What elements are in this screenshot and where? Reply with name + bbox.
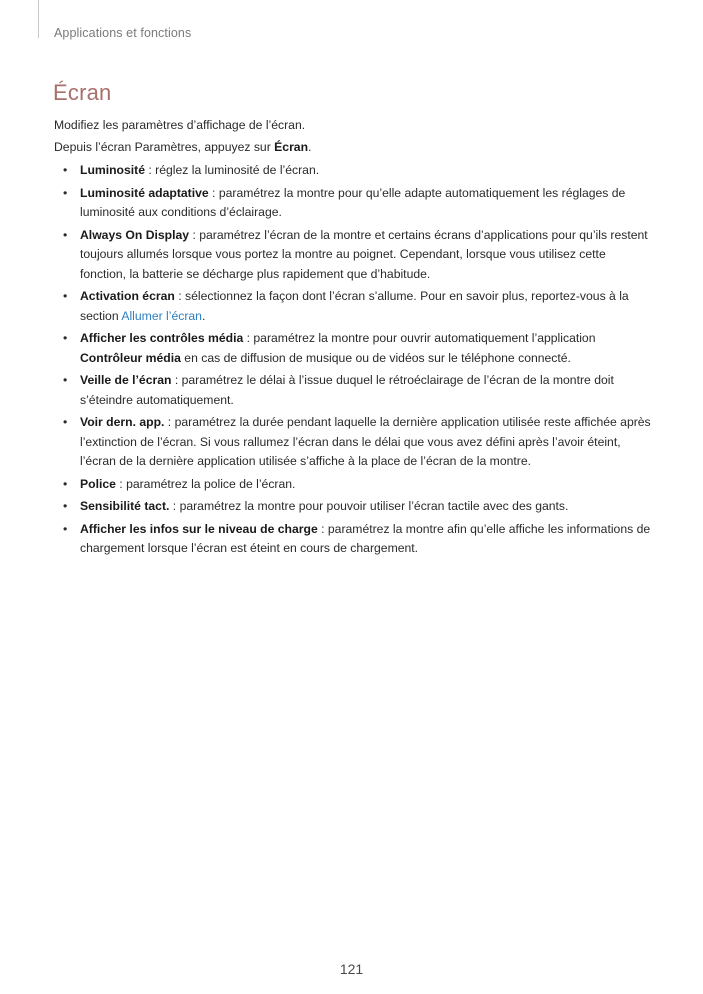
item-text-after: en cas de diffusion de musique ou de vidéos sur le téléphone connecté. bbox=[180, 350, 571, 365]
list-item-voir-dern-app bbox=[54, 413, 654, 472]
item-text: : paramétrez la montre pour ouvrir automatiquement l’application bbox=[243, 331, 596, 345]
page-number: 121 bbox=[339, 961, 364, 977]
bullet-icon: • bbox=[63, 163, 68, 177]
intro-line-2-suffix: . bbox=[308, 139, 312, 154]
bullet-icon: • bbox=[63, 499, 68, 513]
bullet-icon: • bbox=[63, 521, 68, 536]
list-item-luminosite-adaptative bbox=[54, 184, 654, 223]
item-text-after: . bbox=[201, 308, 206, 323]
list-item-controles-media bbox=[54, 329, 654, 368]
item-text: : paramétrez la montre pour qu’elle adapte automatiquement les réglages de luminosité aux conditions d’éclairage. bbox=[80, 185, 626, 219]
list-item-activation-ecran bbox=[54, 287, 654, 326]
bullet-icon: • bbox=[63, 373, 68, 387]
item-text: : paramétrez la durée pendant laquelle la dernière application utilisée reste affichée après l’extinction de l’écran. Si vous rallumez l’écran dans le délai que vous avez défini après l’avoir éteint, l’écran de la dernière application utilisée s’affiche à la place de l’écran de la montre. bbox=[80, 415, 651, 468]
item-term: Sensibilité tact. bbox=[80, 499, 170, 513]
bullet-icon: • bbox=[63, 331, 68, 345]
allumer-ecran-link[interactable]: Allumer l’écran bbox=[121, 308, 202, 323]
item-term-secondary: Contrôleur média bbox=[80, 350, 181, 365]
margin-rule bbox=[38, 0, 39, 38]
item-text: : paramétrez la montre afin qu’elle affiche les informations de chargement lorsque l’écran est éteint en cours de chargement. bbox=[80, 521, 651, 555]
page-content bbox=[54, 116, 654, 562]
list-item-police bbox=[54, 475, 654, 495]
item-term: Voir dern. app. bbox=[80, 415, 165, 429]
item-term: Afficher les infos sur le niveau de charge bbox=[80, 521, 318, 536]
settings-list bbox=[54, 161, 654, 559]
bullet-icon: • bbox=[63, 415, 68, 429]
intro-line-2-prefix: Depuis l’écran Paramètres, appuyez sur bbox=[54, 139, 275, 154]
item-term: Police bbox=[80, 476, 116, 491]
item-term: Activation écran bbox=[80, 289, 175, 303]
item-term: Afficher les contrôles média bbox=[80, 331, 244, 345]
item-text: : paramétrez le délai à l’issue duquel le rétroéclairage de l’écran de la montre doit s’éteindre automatiquement. bbox=[80, 373, 614, 407]
running-header: Applications et fonctions bbox=[54, 26, 192, 40]
item-text: : paramétrez l’écran de la montre et certains écrans d’applications pour qu’ils restent toujours allumés lorsque vous portez la montre au poignet. Cependant, lorsque vous utilisez cette fonction, la batterie se décharge plus rapidement que d’habitude. bbox=[80, 227, 648, 281]
bullet-icon: • bbox=[63, 476, 68, 491]
item-term: Luminosité adaptative bbox=[80, 185, 209, 200]
intro-line-2 bbox=[54, 138, 654, 158]
page-title: Écran bbox=[53, 80, 112, 105]
bullet-icon: • bbox=[63, 227, 68, 242]
list-item-infos-charge bbox=[54, 520, 654, 559]
intro-line-2-term: Écran bbox=[274, 139, 309, 154]
item-term: Veille de l’écran bbox=[80, 373, 172, 387]
bullet-icon: • bbox=[63, 289, 68, 303]
item-term: Always On Display bbox=[80, 227, 190, 242]
item-text: : sélectionnez la façon dont l’écran s’allume. Pour en savoir plus, reportez-vous à la section bbox=[80, 289, 629, 323]
item-text: : paramétrez la montre pour pouvoir utiliser l’écran tactile avec des gants. bbox=[169, 499, 569, 513]
intro-line-1: Modifiez les paramètres d’affichage de l’écran. bbox=[54, 118, 306, 132]
list-item-sensibilite-tact bbox=[54, 497, 654, 517]
bullet-icon: • bbox=[63, 185, 68, 200]
item-term: Luminosité bbox=[80, 163, 146, 177]
item-text: : réglez la luminosité de l’écran. bbox=[145, 163, 320, 177]
list-item-veille-ecran bbox=[54, 371, 654, 410]
item-text: : paramétrez la police de l’écran. bbox=[115, 476, 296, 491]
list-item-always-on-display bbox=[54, 226, 654, 285]
list-item-luminosite bbox=[54, 161, 654, 181]
